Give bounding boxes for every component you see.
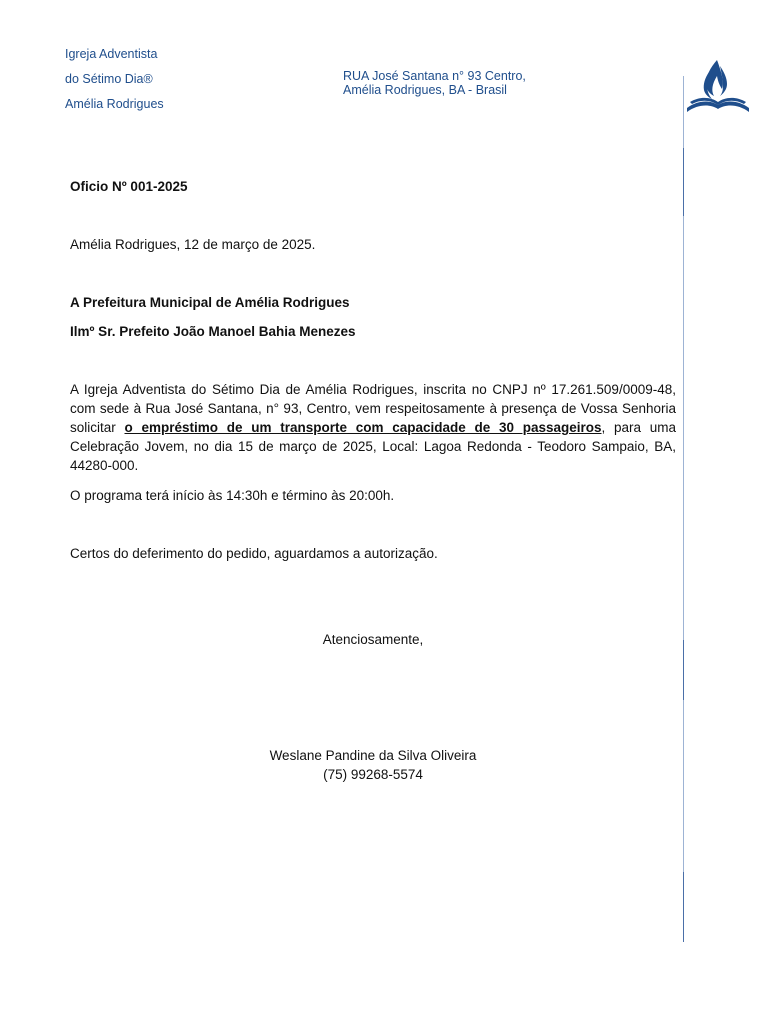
org-line-2: do Sétimo Dia® [65,72,153,86]
schedule-paragraph: O programa terá início às 14:30h e término às 20:00h. [70,488,395,503]
adventist-logo-icon [684,58,752,118]
body-request-highlight: o empréstimo de um transporte com capacidade de 30 passageiros [124,420,602,435]
address-line-2: Amélia Rodrigues, BA - Brasil [343,83,507,97]
letter-reference: Oficio Nº 001-2025 [70,179,188,194]
body-text-intro: A Igreja Adventista do Sétimo Dia de Amélia Rodrigues, inscrita no CNPJ nº 17.261.509/0009-48, com sede à Rua José Santana, n° 93, Centro, vem respeitosamente à presença de Vossa Senhoria solicitar [70,382,676,435]
signer-phone: (75) 99268-5574 [323,767,423,782]
letter-body [70,380,676,475]
org-line-3: Amélia Rodrigues [65,97,164,111]
margin-rule-accent [683,640,684,700]
margin-rule-accent [683,872,684,942]
organization-name [65,46,164,121]
address-line-1: RUA José Santana n° 93 Centro, [343,69,526,83]
recipient-line-1: A Prefeitura Municipal de Amélia Rodrigues [70,295,350,310]
salutation: Atenciosamente, [322,632,424,647]
body-text-details: , para uma Celebração Jovem, no dia 15 de março de 2025, Local: Lagoa Redonda - Teodoro Sampaio, BA, 44280-000. [70,420,676,473]
recipient-line-2: Ilmº Sr. Prefeito João Manoel Bahia Menezes [70,324,356,339]
address-block [343,69,526,97]
place-date: Amélia Rodrigues, 12 de março de 2025. [70,237,316,252]
closing-paragraph: Certos do deferimento do pedido, aguardamos a autorização. [70,546,438,561]
signer-name: Weslane Pandine da Silva Oliveira [269,748,477,763]
margin-rule-accent [683,148,684,216]
org-line-1: Igreja Adventista [65,47,158,61]
